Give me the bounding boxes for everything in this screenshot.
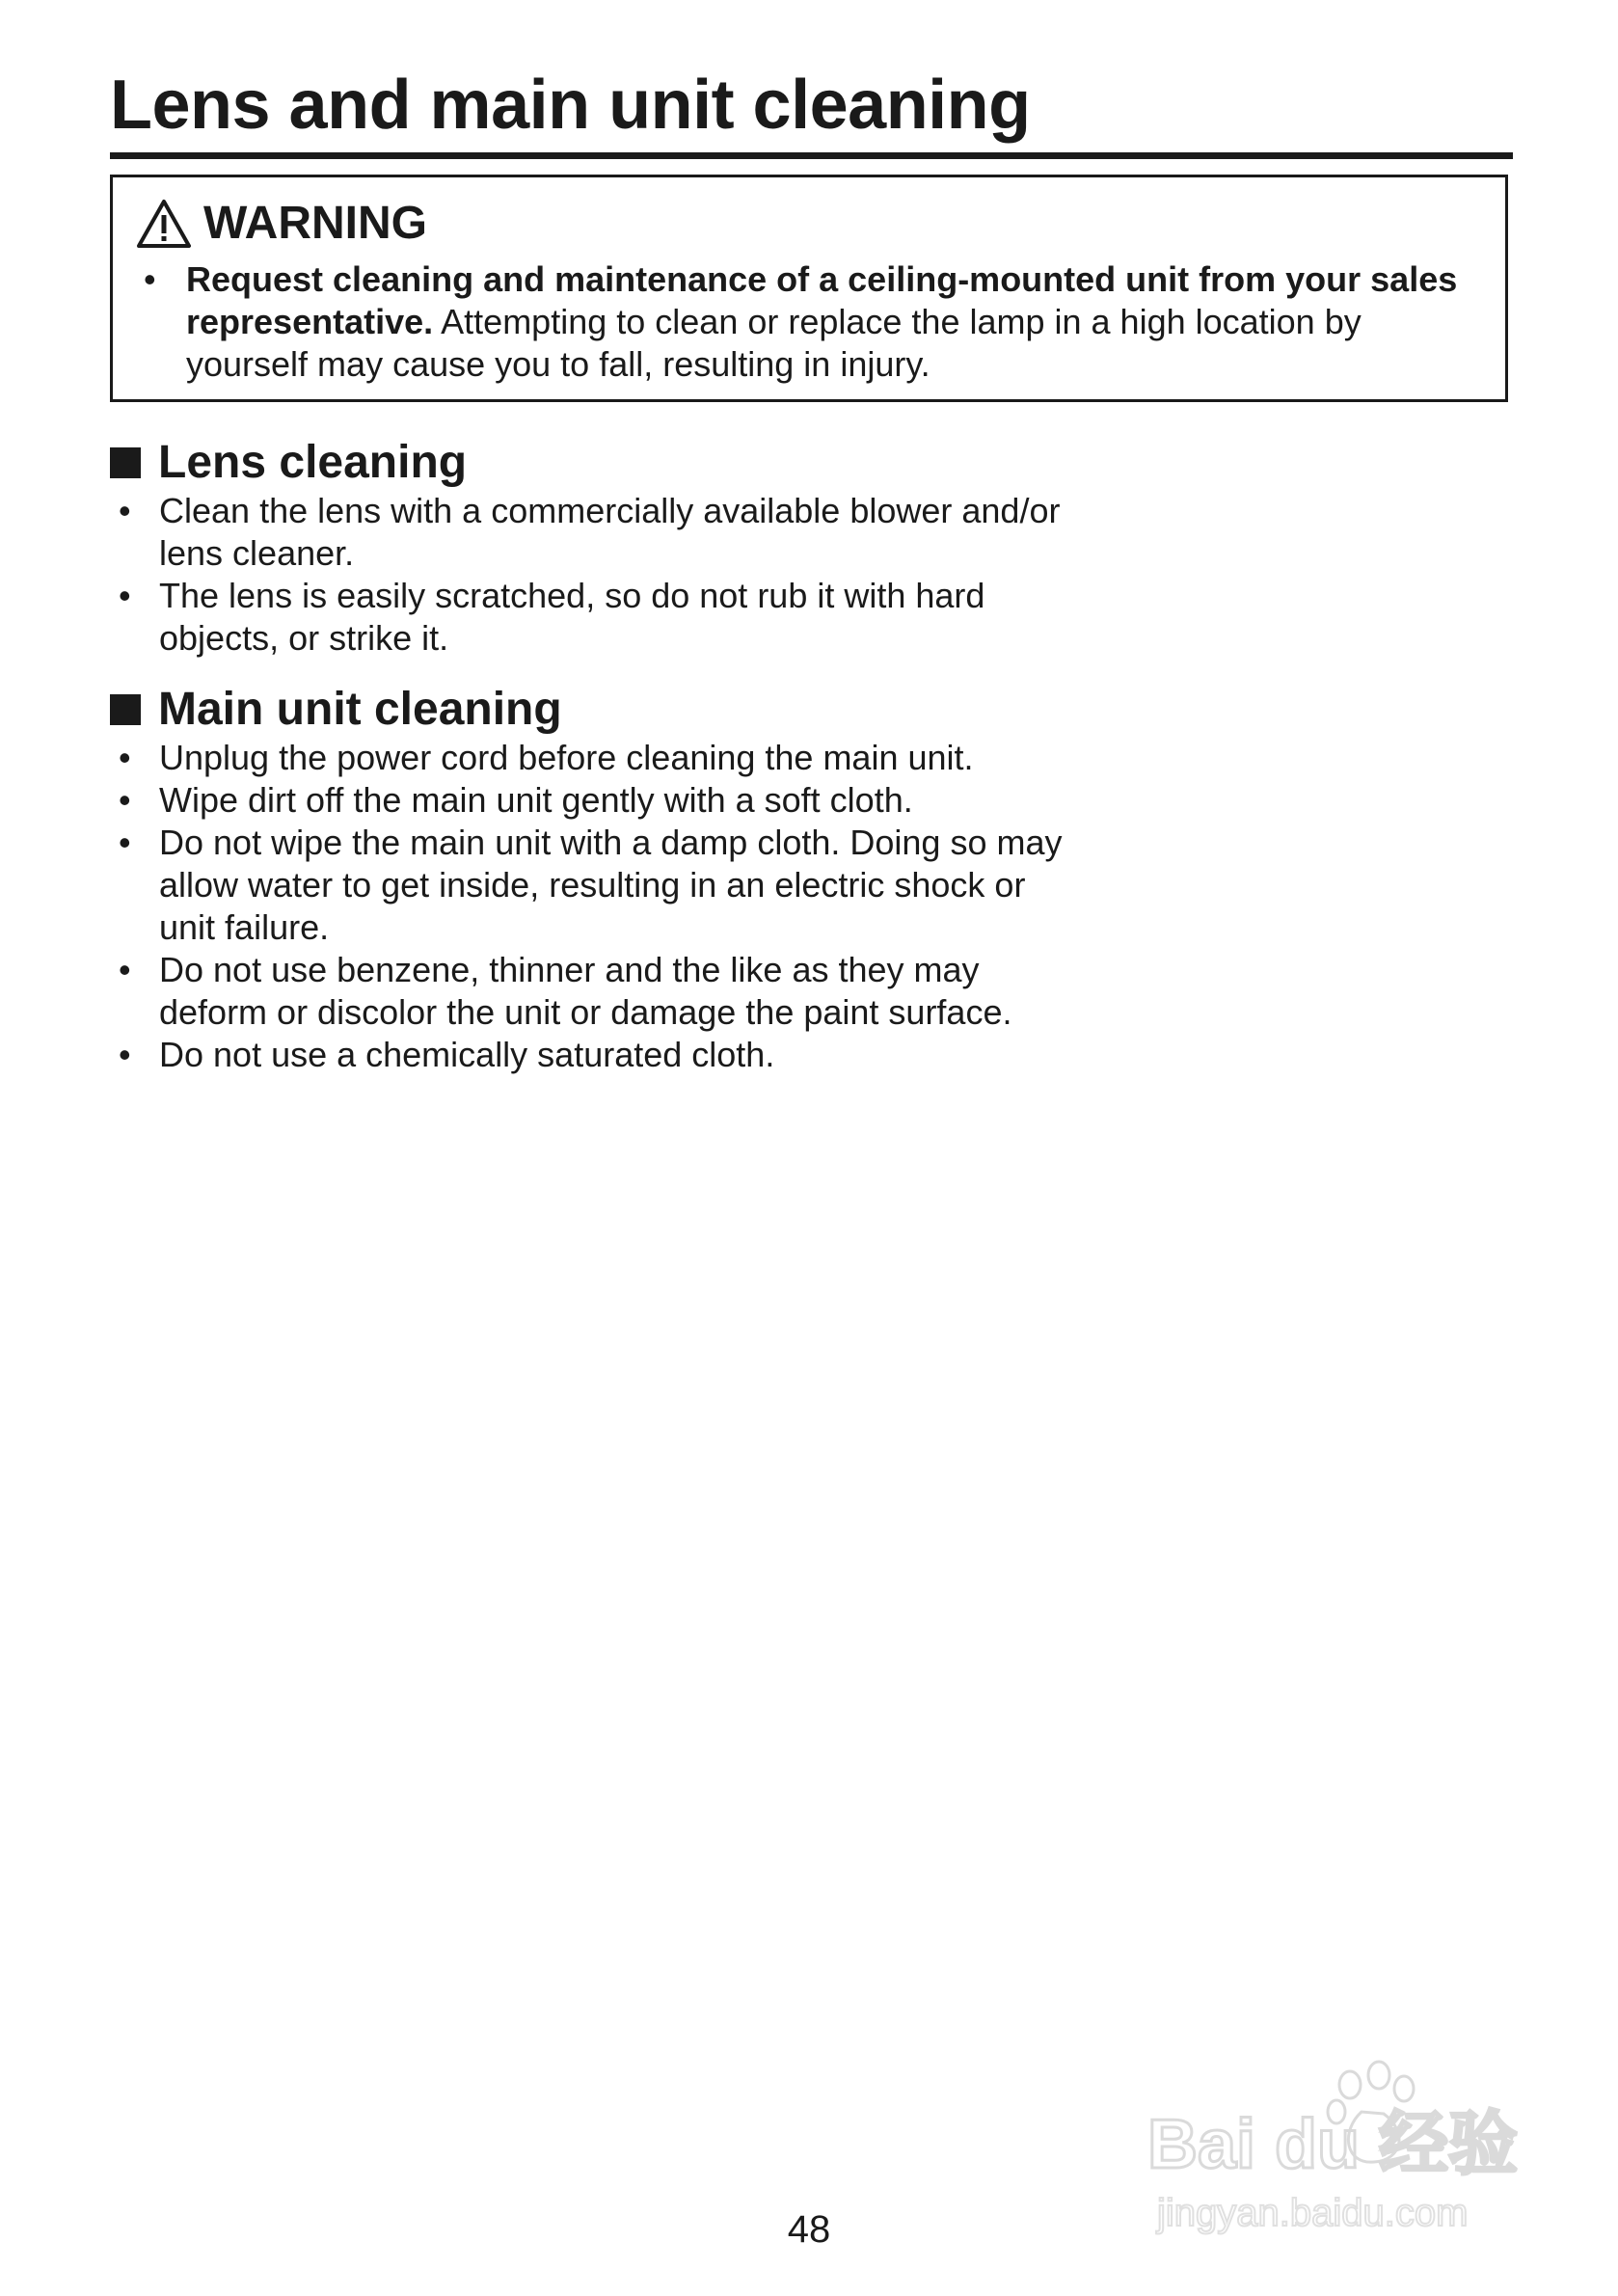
main-unit-cleaning-heading-label: Main unit cleaning [158,684,562,735]
list-item-text: Do not use a chemically saturated cloth. [159,1035,775,1074]
warning-heading-label: WARNING [203,198,427,249]
bullet: • [119,1035,131,1074]
list-item-text: The lens is easily scratched, so do not rub it with hard objects, or strike it. [159,576,985,658]
list-item-text: Unplug the power cord before cleaning the main unit. [159,738,974,777]
bullet: • [119,780,131,820]
watermark-brand: Bai du 经验 [1147,2106,1519,2183]
list-item [110,490,1074,575]
square-bullet-icon [110,694,141,725]
lens-cleaning-heading-label: Lens cleaning [158,437,468,488]
list-item-text: Do not wipe the main unit with a damp cloth. Doing so may allow water to get inside, resulting in an electric shock or unit failure. [159,823,1063,947]
warning-box [110,175,1508,402]
square-bullet-icon [110,447,141,478]
list-item [110,737,1074,779]
list-item-text: Clean the lens with a commercially available blower and/or lens cleaner. [159,491,1061,573]
bullet: • [119,738,131,777]
bullet: • [119,950,131,989]
warning-text: Attempting to clean or replace the lamp in a high location by yourself may cause you to fall, resulting in injury. [186,302,1362,384]
main-unit-cleaning-section [110,683,1074,1076]
bullet: • [119,823,131,862]
lens-cleaning-list [110,490,1074,660]
watermark-url: jingyan.baidu.com [1157,2192,1469,2234]
main-unit-cleaning-heading [110,683,1074,737]
bullet: • [119,491,131,530]
list-item-text: Wipe dirt off the main unit gently with a soft cloth. [159,780,913,820]
warning-heading [136,199,427,249]
bullet: • [144,259,156,299]
list-item [110,779,1074,822]
warning-item [144,258,1484,386]
list-item [110,822,1074,949]
bullet: • [119,576,131,615]
list-item [110,575,1074,660]
lens-cleaning-section [110,436,1074,660]
list-item [110,1034,1074,1076]
warning-bold-text: Request cleaning and maintenance of a ceiling-mounted unit from your sales representative. [186,259,1458,341]
main-unit-cleaning-list [110,737,1074,1076]
page-title: Lens and main unit cleaning [110,67,1031,144]
list-item-text: Do not use benzene, thinner and the like as they may deform or discolor the unit or damage the paint surface. [159,950,1012,1032]
lens-cleaning-heading [110,436,1074,490]
warning-triangle-icon [136,199,192,249]
page-number: 48 [787,2208,831,2251]
list-item [110,949,1074,1034]
title-underline [110,152,1513,159]
